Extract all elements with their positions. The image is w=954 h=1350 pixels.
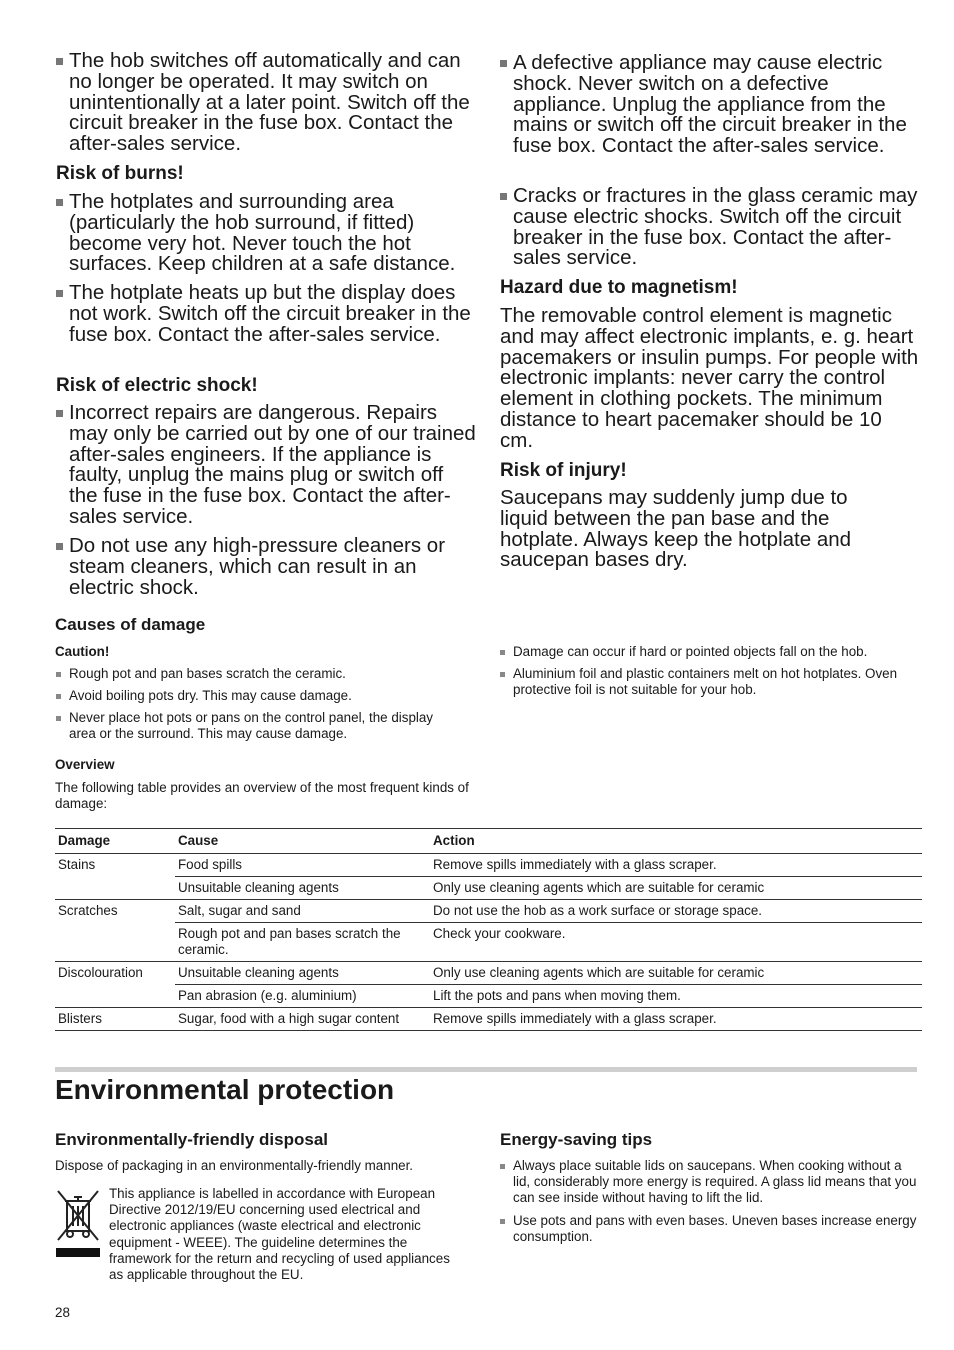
damage-left-item: Avoid boiling pots dry. This may cause damage. bbox=[56, 688, 466, 704]
damage-right-item: Aluminium foil and plastic containers melt on hot hotplates. Oven protective foil is not suitable for your hob. bbox=[500, 666, 920, 698]
causes-of-damage-heading: Causes of damage bbox=[55, 615, 206, 634]
bullet-square-icon bbox=[56, 694, 61, 699]
section-divider bbox=[55, 1067, 917, 1072]
bullet-square-icon bbox=[500, 672, 505, 677]
page-number: 28 bbox=[55, 1305, 70, 1320]
damage-cell: Scratches bbox=[55, 900, 175, 962]
pressure-cleaners-bullet: Do not use any high-pressure cleaners or steam cleaners, which can result in an electric shock. bbox=[56, 536, 476, 598]
cause-cell: Unsuitable cleaning agents bbox=[175, 962, 430, 985]
action-cell: Only use cleaning agents which are suitable for ceramic bbox=[430, 962, 922, 985]
action-cell: Lift the pots and pans when moving them. bbox=[430, 985, 922, 1008]
bullet-square-icon bbox=[500, 650, 505, 655]
risk-of-burns-heading: Risk of burns! bbox=[56, 163, 184, 184]
caution-label: Caution! bbox=[55, 644, 110, 659]
cause-cell: Unsuitable cleaning agents bbox=[175, 877, 430, 900]
action-cell: Remove spills immediately with a glass scraper. bbox=[430, 854, 922, 877]
damage-table bbox=[55, 828, 922, 1031]
auto-off-bullet: The hob switches off automatically and can no longer be operated. It may switch on unintentionally at a later point. Switch off the circuit breaker in the fuse box. Contact the after-sales service. bbox=[56, 51, 476, 155]
energy-tip-item: Always place suitable lids on saucepans. When cooking without a lid, considerably more energy is required. A glass lid means that you can see inside without having to lift the lid. bbox=[500, 1158, 920, 1207]
bullet-square-icon bbox=[56, 543, 63, 550]
table-row bbox=[55, 962, 922, 985]
table-header-row bbox=[55, 829, 922, 854]
damage-cell: Discolouration bbox=[55, 962, 175, 1008]
table-row bbox=[55, 854, 922, 877]
weee-text: This appliance is labelled in accordance with European Directive 2012/19/EU concerning used electrical and electronic appliances (waste electrical and electronic equipment - WEEE). The guideline determines the framework for the return and recycling of used appliances as applicable throughout the EU. bbox=[109, 1186, 450, 1283]
defective-appliance-bullet: A defective appliance may cause electric shock. Never switch on a defective appliance. Unplug the appliance from the mains or switch off the circuit breaker in the fuse box. Contact the after-sales service. bbox=[500, 53, 920, 157]
action-cell: Remove spills immediately with a glass scraper. bbox=[430, 1008, 922, 1031]
disposal-heading: Environmentally-friendly disposal bbox=[55, 1130, 329, 1149]
energy-saving-heading: Energy-saving tips bbox=[500, 1130, 653, 1149]
bullet-square-icon bbox=[500, 1164, 505, 1169]
hot-surfaces-bullet: The hotplates and surrounding area (particularly the hob surround, if fitted) become very hot. Never touch the hot surfaces. Keep children at a safe distance. bbox=[56, 192, 481, 275]
environmental-protection-title: Environmental protection bbox=[55, 1074, 395, 1105]
table-row bbox=[55, 923, 922, 962]
damage-cell: Stains bbox=[55, 854, 175, 900]
damage-cell: Blisters bbox=[55, 1008, 175, 1031]
bullet-square-icon bbox=[56, 716, 61, 721]
table-row bbox=[55, 900, 922, 923]
cause-cell: Sugar, food with a high sugar content bbox=[175, 1008, 430, 1031]
bullet-square-icon bbox=[56, 410, 63, 417]
injury-text: Saucepans may suddenly jump due to liquid between the pan base and the hotplate. Always keep the hotplate and saucepan bases dry. bbox=[500, 486, 852, 572]
damage-left-item: Never place hot pots or pans on the control panel, the display area or the surround. This may cause damage. bbox=[56, 710, 456, 742]
table-row bbox=[55, 877, 922, 900]
bullet-square-icon bbox=[56, 58, 63, 65]
table-row bbox=[55, 1008, 922, 1031]
overview-heading: Overview bbox=[55, 757, 115, 772]
damage-left-item: Rough pot and pan bases scratch the ceramic. bbox=[56, 666, 466, 682]
bullet-square-icon bbox=[56, 199, 63, 206]
action-cell: Do not use the hob as a work surface or storage space. bbox=[430, 900, 922, 923]
column-header-action: Action bbox=[430, 829, 922, 854]
magnetism-text: The removable control element is magnetic and may affect electronic implants, e. g. heart pacemakers or insulin pumps. For people with electronic implants: never carry the control element in clothing pockets. The minimum distance to heart pacemaker should be 10 cm. bbox=[500, 304, 919, 452]
cause-cell: Pan abrasion (e.g. aluminium) bbox=[175, 985, 430, 1008]
overview-text: The following table provides an overview of the most frequent kinds of damage: bbox=[55, 780, 469, 812]
column-header-cause: Cause bbox=[175, 829, 430, 854]
risk-of-injury-heading: Risk of injury! bbox=[500, 460, 627, 481]
damage-right-item: Damage can occur if hard or pointed objects fall on the hob. bbox=[500, 644, 920, 660]
glass-cracks-bullet: Cracks or fractures in the glass ceramic may cause electric shocks. Switch off the circuit breaker in the fuse box. Contact the after-sales service. bbox=[500, 186, 920, 269]
action-cell: Only use cleaning agents which are suitable for ceramic bbox=[430, 877, 922, 900]
display-bullet: The hotplate heats up but the display does not work. Switch off the circuit breaker in the fuse box. Contact the after-sales service. bbox=[56, 283, 476, 345]
bullet-square-icon bbox=[56, 290, 63, 297]
cause-cell: Rough pot and pan bases scratch the ceramic. bbox=[175, 923, 430, 962]
table-row bbox=[55, 985, 922, 1008]
magnetism-heading: Hazard due to magnetism! bbox=[500, 277, 738, 298]
column-header-damage: Damage bbox=[55, 829, 175, 854]
bullet-square-icon bbox=[500, 193, 507, 200]
cause-cell: Salt, sugar and sand bbox=[175, 900, 430, 923]
bullet-square-icon bbox=[500, 1219, 505, 1224]
cause-cell: Food spills bbox=[175, 854, 430, 877]
bullet-square-icon bbox=[56, 672, 61, 677]
action-cell: Check your cookware. bbox=[430, 923, 922, 962]
crossed-out-wheelie-bin-icon bbox=[55, 1188, 101, 1260]
risk-of-electric-shock-heading: Risk of electric shock! bbox=[56, 375, 258, 396]
energy-tip-item: Use pots and pans with even bases. Uneven bases increase energy consumption. bbox=[500, 1213, 920, 1245]
bullet-square-icon bbox=[500, 60, 507, 67]
disposal-text: Dispose of packaging in an environmentally-friendly manner. bbox=[55, 1158, 414, 1173]
repairs-bullet: Incorrect repairs are dangerous. Repairs may only be carried out by one of our trained after-sales engineers. If the appliance is faulty, unplug the mains plug or switch off the fuse in the fuse box. Contact the after-sales service. bbox=[56, 403, 476, 528]
